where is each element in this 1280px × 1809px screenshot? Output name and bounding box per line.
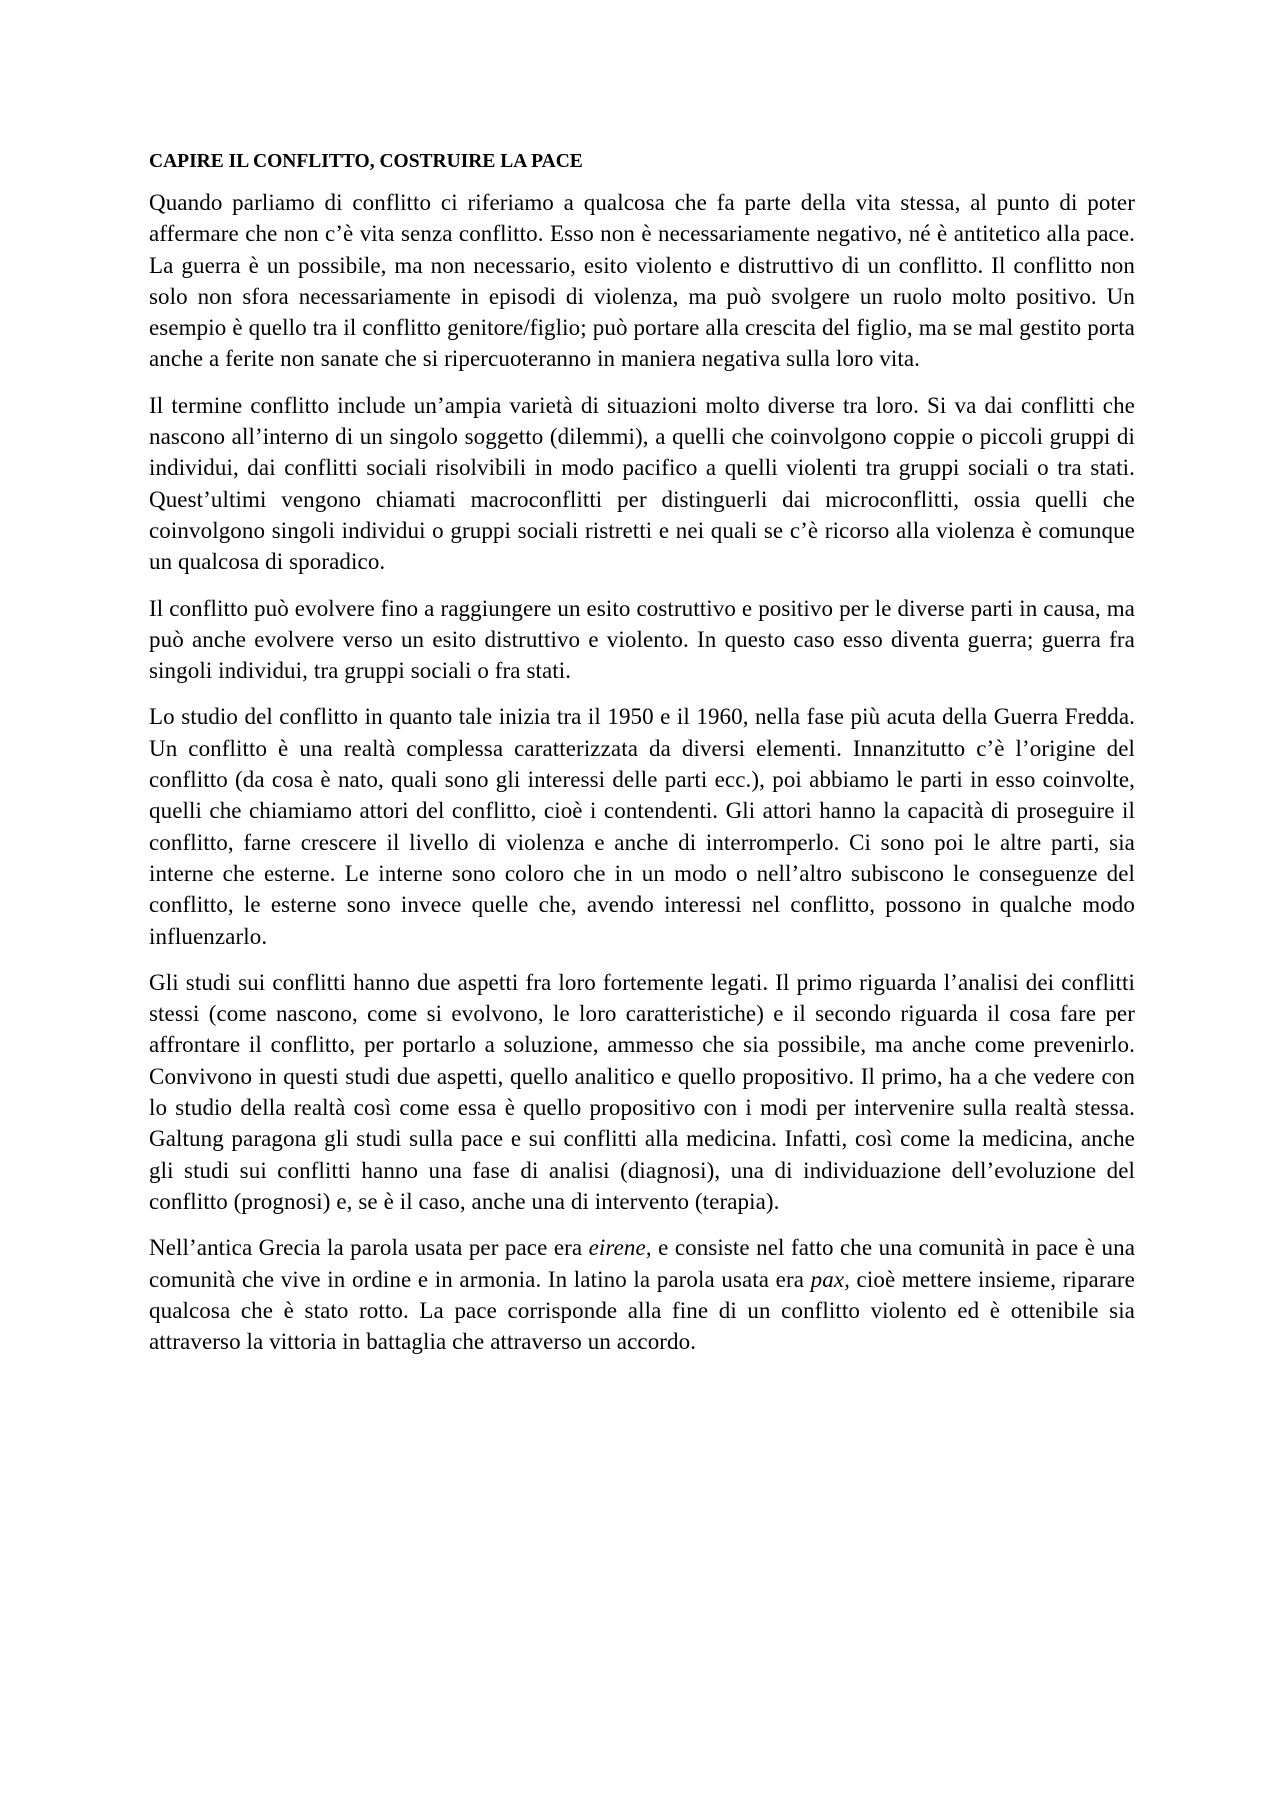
document-page: [149, 150, 1135, 1372]
paragraph-conflict-types: Il termine conflitto include un’ampia varietà di situazioni molto diverse tra loro. Si va dai conflitti che nascono all’interno di un singolo soggetto (dilemmi), a quelli che coinvolgono coppie o piccoli gruppi di individui, dai conflitti sociali risolvibili in modo pacifico a quelli violenti tra gruppi sociali o tra stati. Quest’ultimi vengono chiamati macroconflitti per distinguerli dai microconflitti, ossia quelli che coinvolgono singoli individui o gruppi sociali ristretti e nei quali se c’è ricorso alla violenza è comunque un qualcosa di sporadico.: [149, 392, 1135, 575]
term-eirene: eirene: [588, 1235, 646, 1261]
term-pax: pax,: [810, 1266, 850, 1292]
peace-text-segment: cioè mettere insieme, riparare qualcosa che è stato rotto. La pace corrisponde alla fine di un conflitto violento ed è ottenibile sia attraverso la vittoria in battaglia che attraverso un accordo.: [149, 1266, 1135, 1355]
paragraph-conflict-study: Lo studio del conflitto in quanto tale inizia tra il 1950 e il 1960, nella fase più acuta della Guerra Fredda. Un conflitto è una realtà complessa caratterizzata da diversi elementi. Innanzitutto c’è l’origine del conflitto (da cosa è nato, quali sono gli interessi delle parti ecc.), poi abbiamo le parti in esso coinvolte, quelli che chiamiamo attori del conflitto, cioè i contendenti. Gli attori hanno la capacità di proseguire il conflitto, farne crescere il livello di violenza e anche di interromperlo. Ci sono poi le altre parti, sia interne che esterne. Le interne sono coloro che in un modo o nell’altro subiscono le conseguenze del conflitto, le esterne sono invece quelle che, avendo interessi nel conflitto, possono in qualche modo influenzarlo.: [149, 704, 1135, 949]
peace-text-segment: Nell’antica Grecia la parola usata per pace era: [149, 1235, 589, 1261]
document-title: CAPIRE IL CONFLITTO, COSTRUIRE LA PACE: [149, 151, 583, 172]
paragraph-conflict-definition: Quando parliamo di conflitto ci riferiamo a qualcosa che fa parte della vita stessa, al punto di poter affermare che non c’è vita senza conflitto. Esso non è necessariamente negativo, né è antitetico alla pace. La guerra è un possibile, ma non necessario, esito violento e distruttivo di un conflitto. Il conflitto non solo non sfora necessariamente in episodi di violenza, ma può svolgere un ruolo molto positivo. Un esempio è quello tra il conflitto genitore/figlio; può portare alla crescita del figlio, ma se mal gestito porta anche a ferite non sanate che si ripercuoteranno in maniera negativa sulla loro vita.: [149, 190, 1135, 372]
paragraph-conflict-research: Gli studi sui conflitti hanno due aspetti fra loro fortemente legati. Il primo riguarda l’analisi dei conflitti stessi (come nascono, come si evolvono, le loro caratteristiche) e il secondo riguarda il cosa fare per affrontare il conflitto, per portarlo a soluzione, ammesso che sia possibile, ma anche come prevenirlo. Convivono in questi studi due aspetti, quello analitico e quello propositivo. Il primo, ha a che vedere con lo studio della realtà così come essa è quello propositivo con i modi per intervenire sulla realtà stessa. Galtung paragona gli studi sulla pace e sui conflitti alla medicina. Infatti, così come la medicina, anche gli studi sui conflitti hanno una fase di analisi (diagnosi), una di individuazione dell’evoluzione del conflitto (prognosi) e, se è il caso, anche una di intervento (terapia).: [149, 969, 1135, 1214]
paragraph-conflict-evolution: Il conflitto può evolvere fino a raggiungere un esito costruttivo e positivo per le diverse parti in causa, ma può anche evolvere verso un esito distruttivo e violento. In questo caso esso diventa guerra; guerra fra singoli individui, tra gruppi sociali o fra stati.: [149, 595, 1135, 684]
peace-text-segment: , e consiste nel fatto che una comunità in pace è una comunità che vive in ordine e in armonia. In latino la parola usata era: [149, 1235, 1136, 1292]
paragraph-peace-etymology: [149, 1232, 1135, 1357]
